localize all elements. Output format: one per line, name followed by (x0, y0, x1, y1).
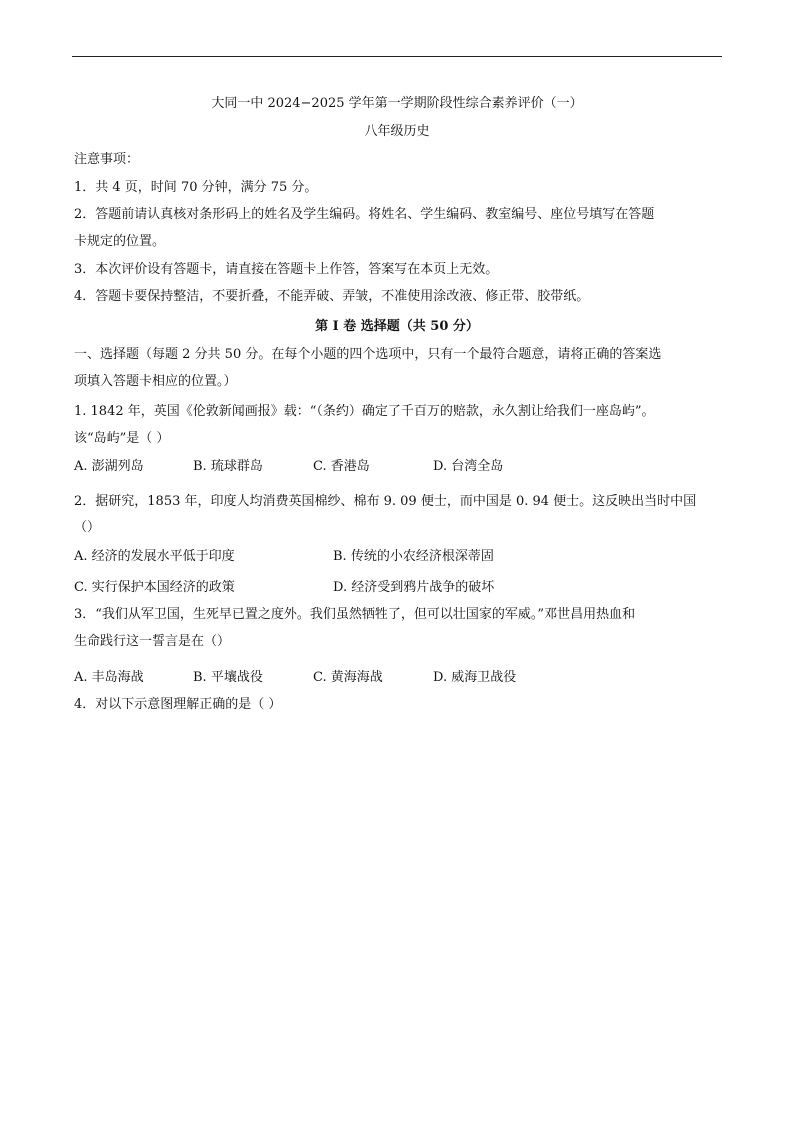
note-item: 1．共 4 页，时间 70 分钟，满分 75 分。 (74, 180, 318, 195)
option-d: D. 威海卫战役 (433, 670, 517, 685)
section-title: 第 I 卷 选择题（共 50 分） (315, 319, 479, 334)
question-stem: （） (74, 520, 101, 535)
notes-heading: 注意事项： (74, 152, 140, 167)
option-d: D. 台湾全岛 (433, 459, 504, 474)
option-a: A. 澎湖列岛 (74, 459, 144, 474)
note-item: 3．本次评价设有答题卡，请直接在答题卡上作答，答案写在本页上无效。 (74, 262, 499, 277)
note-item: 2．答题前请认真核对条形码上的姓名及学生编码。将姓名、学生编码、教室编号、座位号填写在答题 (74, 207, 655, 222)
option-b: B. 琉球群岛 (193, 459, 263, 474)
section-intro: 一、选择题（每题 2 分共 50 分。在每个小题的四个选项中，只有一个最符合题意，请将正确的答案选 (74, 347, 662, 362)
option-c: C. 实行保护本国经济的政策 (74, 580, 235, 595)
question-stem: 该“岛屿”是（ ） (74, 431, 170, 446)
option-b: B. 传统的小农经济根深蒂固 (333, 549, 494, 564)
question-stem: 1. 1842 年，英国《伦敦新闻画报》载：“（条约）确定了千百万的赔款，永久割让给我们一座岛屿”。 (74, 404, 655, 419)
option-c: C. 黄海海战 (313, 670, 383, 685)
question-stem: 4．对以下示意图理解正确的是（ ） (74, 697, 282, 712)
top-rule (72, 56, 722, 57)
option-c: C. 香港岛 (313, 459, 370, 474)
option-b: B. 平壤战役 (193, 670, 263, 685)
option-a: A. 经济的发展水平低于印度 (74, 549, 235, 564)
note-item: 卡规定的位置。 (74, 234, 166, 249)
option-d: D. 经济受到鸦片战争的破坏 (333, 580, 495, 595)
option-a: A. 丰岛海战 (74, 670, 144, 685)
question-stem: 3．“我们从军卫国，生死早已置之度外。我们虽然牺牲了，但可以壮国家的军威。”邓世昌用热血和 (74, 607, 636, 622)
note-item: 4．答题卡要保持整洁，不要折叠，不能弄破、弄皱，不准使用涂改液、修正带、胶带纸。 (74, 289, 590, 304)
exam-title: 大同一中 2024−2025 学年第一学期阶段性综合素养评价（一） (211, 96, 583, 111)
question-stem: 生命践行这一誓言是在（） (74, 634, 231, 649)
question-stem: 2．据研究，1853 年，印度人均消费英国棉纱、棉布 9. 09 便士，而中国是 0. 94 便士。这反映出当时中国 (74, 494, 697, 509)
section-intro: 项填入答题卡相应的位置。） (74, 374, 237, 389)
exam-subtitle: 八年级历史 (364, 124, 430, 139)
